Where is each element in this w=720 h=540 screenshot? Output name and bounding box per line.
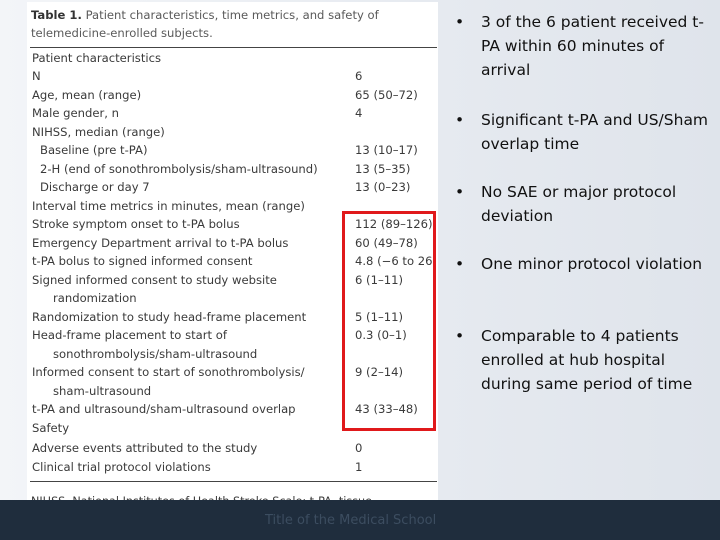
bullet-marker: •	[455, 111, 465, 129]
table-row	[27, 439, 438, 457]
bullet-text: One minor protocol violation	[481, 255, 703, 273]
row-value: 13 (5–35)	[355, 162, 411, 176]
row-value: 4	[355, 106, 363, 120]
row-label: Baseline (pre t-PA)	[40, 143, 148, 157]
row-value: 112 (89–126)	[355, 217, 433, 231]
row-value: 9 (2–14)	[355, 365, 404, 379]
table-row	[27, 67, 438, 85]
bullet-text: Significant t-PA and US/Sham overlap time	[481, 111, 709, 153]
row-label: Discharge or day 7	[40, 180, 150, 194]
row-label: sonothrombolysis/sham-ultrasound	[53, 347, 258, 361]
row-label: Clinical trial protocol violations	[32, 460, 211, 474]
row-value: 60 (49–78)	[355, 236, 418, 250]
table-figure	[27, 2, 438, 527]
row-label: 2-H (end of sonothrombolysis/sham-ultrasound)	[40, 162, 318, 176]
bullet-marker: •	[455, 13, 465, 31]
table-bottom-rule	[30, 481, 437, 482]
table-row	[27, 160, 438, 178]
table-row	[27, 458, 438, 476]
row-value: 0.3 (0–1)	[355, 328, 407, 342]
row-label: Head-frame placement to start of	[32, 328, 227, 342]
row-label: Age, mean (range)	[32, 88, 142, 102]
table-row	[27, 141, 438, 159]
row-value: 65 (50–72)	[355, 88, 418, 102]
row-value: 13 (10–17)	[355, 143, 418, 157]
table-caption-text: Patient characteristics, time metrics, and safety of telemedicine-enrolled subjects.	[31, 8, 379, 40]
row-label: Safety	[32, 421, 70, 435]
row-label: Stroke symptom onset to t-PA bolus	[32, 217, 240, 231]
bullet-text: No SAE or major protocol deviation	[481, 183, 677, 225]
row-label: Emergency Department arrival to t-PA bolus	[32, 236, 289, 250]
table-row	[27, 49, 438, 67]
bullet-marker: •	[455, 327, 465, 345]
row-label: Interval time metrics in minutes, mean (range)	[32, 199, 305, 213]
row-value: 43 (33–48)	[355, 402, 418, 416]
row-value: 6	[355, 69, 363, 83]
row-label: Male gender, n	[32, 106, 119, 120]
row-value: 0	[355, 441, 363, 455]
table-top-rule	[30, 47, 437, 48]
row-label: Patient characteristics	[32, 51, 162, 65]
bullet-text: Comparable to 4 patients enrolled at hub hospital during same period of time	[481, 327, 693, 393]
row-value: 1	[355, 460, 363, 474]
row-label: N	[32, 69, 41, 83]
row-label: randomization	[53, 291, 137, 305]
row-label: Adverse events attributed to the study	[32, 441, 258, 455]
row-value: 6 (1–11)	[355, 273, 404, 287]
row-label: Signed informed consent to study website	[32, 273, 277, 287]
row-label: t-PA bolus to signed informed consent	[32, 254, 253, 268]
highlight-box	[342, 211, 436, 431]
table-row	[27, 104, 438, 122]
bullet-marker: •	[455, 183, 465, 201]
table-row	[27, 178, 438, 196]
table-caption	[31, 6, 436, 42]
table-caption-label: Table 1.	[31, 8, 82, 22]
row-label: t-PA and ultrasound/sham-ultrasound overlap	[32, 402, 296, 416]
table-row	[27, 86, 438, 104]
row-value: 5 (1–11)	[355, 310, 404, 324]
footer-text: Title of the Medical School	[265, 513, 437, 528]
row-label: Informed consent to start of sonothrombolysis/	[32, 365, 305, 379]
bullet-marker: •	[455, 255, 465, 273]
row-label: Randomization to study head-frame placement	[32, 310, 307, 324]
row-label: NIHSS, median (range)	[32, 125, 165, 139]
row-label: sham-ultrasound	[53, 384, 152, 398]
row-value: 4.8 (−6 to 26)	[355, 254, 438, 268]
row-value: 13 (0–23)	[355, 180, 411, 194]
table-row	[27, 123, 438, 141]
bullet-text: 3 of the 6 patient received t-PA within 60 minutes of arrival	[481, 13, 704, 79]
